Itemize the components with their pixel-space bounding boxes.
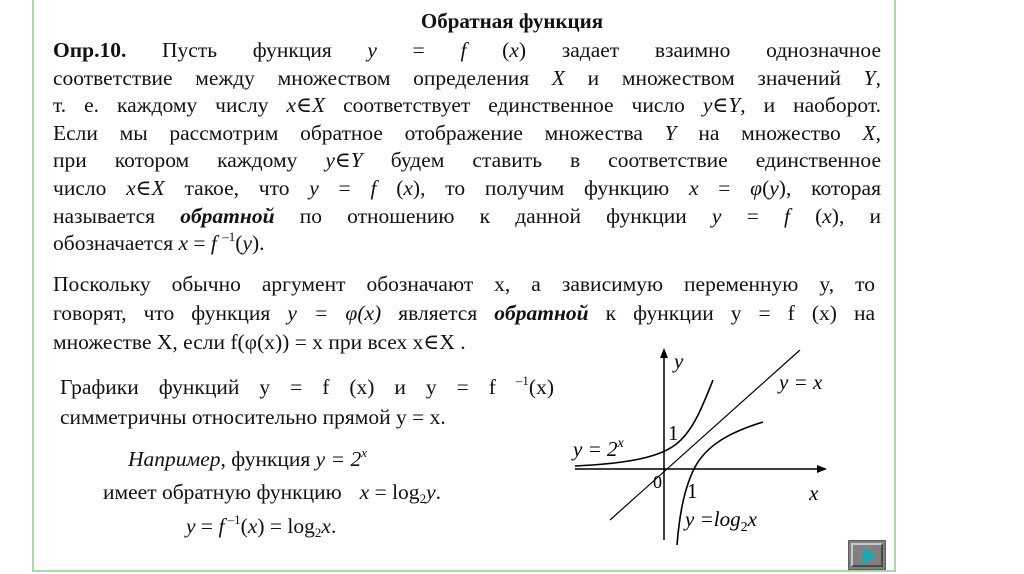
paragraph2-line2: говорят, что функция y = φ(x) является обратной к функции y = f (x) на <box>53 301 875 325</box>
definition-line-5: при котором каждому y∈Y будем ставить в соответствие единственное <box>53 148 881 173</box>
slide-title: Обратная функция <box>420 9 604 33</box>
definition-line-3: т. е. каждому числу x∈X соответствует единственное число y∈Y, и наоборот. <box>53 93 881 118</box>
y-axis-arrow-icon <box>660 348 668 358</box>
y-tick-one-label: 1 <box>668 421 679 445</box>
definition-line-1: Опр.10. Пусть функция y = f (x) задает взаимно однозначное <box>53 38 881 62</box>
example-line2: имеет обратную функцию $x = \log_2y$. <box>103 480 441 506</box>
next-slide-button[interactable] <box>848 540 886 570</box>
inverse-function-graph <box>555 340 845 555</box>
example-line1: Например, функция $y = 2^x$ <box>128 445 368 471</box>
paragraph-symmetry <box>60 372 554 432</box>
line-label: y = x <box>779 370 823 394</box>
paragraph3-line2: симметричны относительно прямой y = x. <box>60 405 446 429</box>
y-axis-label: y <box>674 349 684 373</box>
definition-line-2: соответствие между множеством определения X и множеством значений Y, <box>53 65 881 90</box>
x-tick-one-label: 1 <box>687 479 698 503</box>
logarithm-label: $y =\log_2x$ <box>685 507 757 535</box>
paragraph3-line1: Графики функций y = f (x) и y = f $^{-1}$(x) <box>60 373 554 399</box>
definition-line-8: обозначается x = f $^{-1}$(y). <box>53 230 265 256</box>
example-line3: y = f $^{-1}(x) = \log_2x$. <box>186 512 337 540</box>
line-y-equals-x <box>610 350 800 520</box>
x-axis-label: x <box>809 481 819 505</box>
definition-line-4: Если мы рассмотрим обратное отображение множества Y на множество X, <box>53 120 881 145</box>
x-axis-arrow-icon <box>817 465 827 473</box>
origin-label: 0 <box>653 472 662 492</box>
exponential-label: $y = 2^x$ <box>573 436 624 461</box>
paragraph2-line3: множестве X, если f(φ(x)) = x при всех x∈X . <box>53 330 466 354</box>
definition-line-6: число x∈X такое, что y = f (x), то получим функцию x = φ(y), которая <box>53 175 881 200</box>
definition-block <box>53 37 881 258</box>
definition-label: Опр.10. <box>53 38 127 62</box>
paragraph2-line1: Поскольку обычно аргумент обозначают x, а зависимую переменную y, то <box>53 272 875 296</box>
definition-line-7: называется обратной по отношению к данной функции y = f (x), и <box>53 203 881 228</box>
